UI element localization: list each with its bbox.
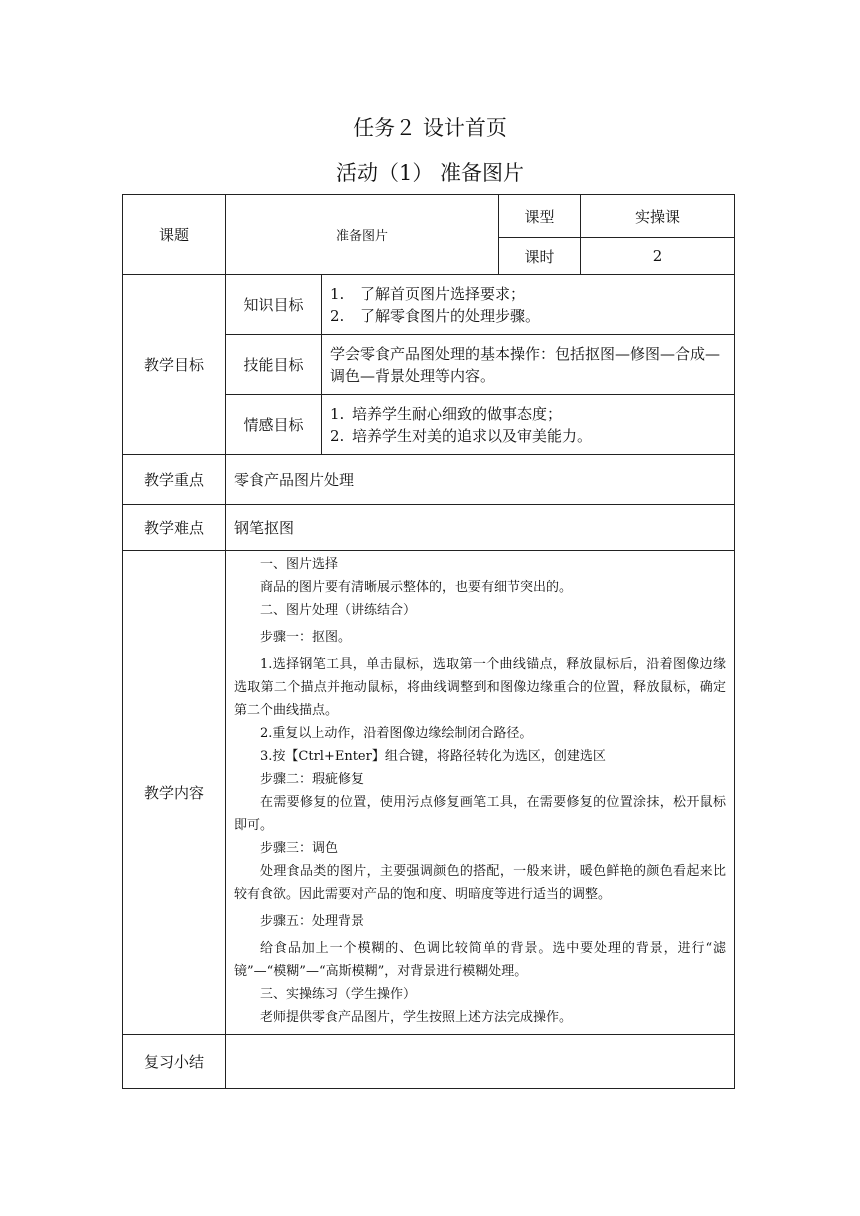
lesson-plan-table xyxy=(122,194,735,1089)
difficulty-label: 教学难点 xyxy=(123,505,226,551)
list-item: 1. 培养学生耐心细致的做事态度； xyxy=(330,404,563,423)
paragraph: 老师提供零食产品图片，学生按照上述方法完成操作。 xyxy=(260,1010,573,1025)
paragraph: 商品的图片要有清晰展示整体的，也要有细节突出的。 xyxy=(260,580,573,595)
lesson-hours-value: 2 xyxy=(581,238,735,275)
list-item: 2. 了解零食图片的处理步骤。 xyxy=(330,306,541,325)
key-point-value: 零食产品图片处理 xyxy=(226,455,735,505)
emotion-objective-list xyxy=(322,395,735,455)
step-heading: 步骤一：抠图。 xyxy=(260,630,352,645)
paragraph: 2.重复以上动作，沿着图像边缘绘制闭合路径。 xyxy=(260,726,533,741)
section-heading: 三、实操练习（学生操作） xyxy=(260,987,417,1002)
lesson-hours-label: 课时 xyxy=(499,238,581,275)
step-heading: 步骤三：调色 xyxy=(260,841,339,856)
step-heading: 步骤二：瑕疵修复 xyxy=(260,772,365,787)
document-title: 任务２ 设计首页 xyxy=(353,116,507,140)
paragraph: 在需要修复的位置，使用污点修复画笔工具，在需要修复的位置涂抹，松开鼠标即可。 xyxy=(234,795,727,833)
knowledge-objective-label: 知识目标 xyxy=(226,275,322,335)
skill-objective-text: 学会零食产品图处理的基本操作：包括抠图—修图—合成—调色—背景处理等内容。 xyxy=(322,335,735,395)
review-label: 复习小结 xyxy=(123,1035,226,1089)
content-body xyxy=(226,551,735,1035)
content-label: 教学内容 xyxy=(123,551,226,1035)
lesson-type-value: 实操课 xyxy=(581,195,735,238)
skill-objective-label: 技能目标 xyxy=(226,335,322,395)
difficulty-value: 钢笔抠图 xyxy=(226,505,735,551)
step-heading: 步骤五：处理背景 xyxy=(260,914,365,929)
section-heading: 二、图片处理（讲练结合） xyxy=(260,603,417,618)
topic-label: 课题 xyxy=(123,195,226,275)
knowledge-objective-list xyxy=(322,275,735,335)
review-value xyxy=(226,1035,735,1089)
section-heading: 一、图片选择 xyxy=(260,557,339,572)
key-point-label: 教学重点 xyxy=(123,455,226,505)
lesson-type-label: 课型 xyxy=(499,195,581,238)
paragraph: 处理食品类的图片，主要强调颜色的搭配，一般来讲，暖色鲜艳的颜色看起来比较有食欲。因此需要对产品的饱和度、明暗度等进行适当的调整。 xyxy=(234,864,727,902)
objectives-label: 教学目标 xyxy=(123,275,226,455)
emotion-objective-label: 情感目标 xyxy=(226,395,322,455)
list-item: 2. 培养学生对美的追求以及审美能力。 xyxy=(330,426,593,445)
list-item: 1. 了解首页图片选择要求； xyxy=(330,284,526,303)
paragraph: 给食品加上一个模糊的、色调比较简单的背景。选中要处理的背景，进行“滤镜”—“模糊”—“高斯模糊”，对背景进行模糊处理。 xyxy=(234,941,727,979)
topic-value: 准备图片 xyxy=(226,195,499,275)
paragraph: 3.按【Ctrl+Enter】组合键，将路径转化为选区，创建选区 xyxy=(260,749,606,764)
document-subtitle: 活动（1） 准备图片 xyxy=(335,161,525,185)
paragraph: 1.选择钢笔工具，单击鼠标，选取第一个曲线锚点，释放鼠标后，沿着图像边缘选取第二个描点并拖动鼠标，将曲线调整到和图像边缘重合的位置，释放鼠标，确定第二个曲线描点。 xyxy=(234,657,727,718)
